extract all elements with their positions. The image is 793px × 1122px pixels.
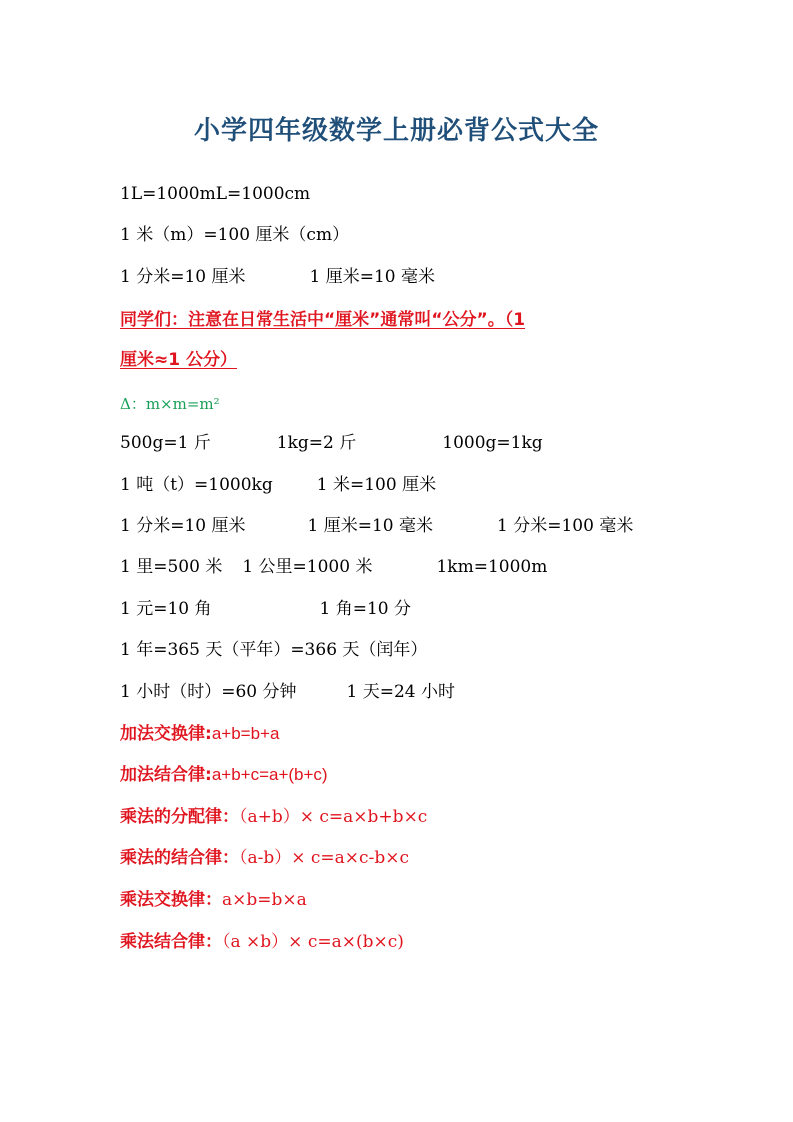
page-title: 小学四年级数学上册必背公式大全 xyxy=(193,116,599,146)
year-conversion-line xyxy=(120,640,427,660)
weight-conversion-line xyxy=(120,433,543,453)
centimeter-conversion: 1 厘米=10 毫米 xyxy=(309,267,435,287)
law-expression: a+b=b+a xyxy=(211,724,280,743)
law-name: 加法结合律: xyxy=(120,765,212,785)
decimeter-conversion: 1 分米=10 厘米 xyxy=(120,267,246,287)
ton-conversion: 1 吨（t）=1000kg xyxy=(120,475,273,495)
law-expression: （a-b）× c=a×c-b×c xyxy=(239,848,409,868)
law-expression: a×b=b×a xyxy=(222,890,307,910)
day-conversion: 1 天=24 小时 xyxy=(346,682,455,702)
law-name: 乘法的分配律： xyxy=(120,807,239,827)
length-conversion-line-2 xyxy=(120,516,633,536)
volume-conversion-line xyxy=(120,184,310,204)
decimeter-cm-conversion: 1 分米=10 厘米 xyxy=(120,516,246,536)
ton-conversion-line xyxy=(120,475,436,495)
li-conversion: 1 里=500 米 xyxy=(120,557,223,577)
money-conversion-line xyxy=(120,599,411,619)
law-line xyxy=(120,932,404,952)
meter-conversion: 1 米（m）=100 厘米（cm） xyxy=(120,225,350,245)
distance-conversion-line xyxy=(120,557,547,577)
law-line xyxy=(120,807,427,827)
yuan-conversion: 1 元=10 角 xyxy=(120,599,212,619)
area-formula-line xyxy=(120,394,220,414)
length-conversion-line-1 xyxy=(120,267,435,287)
law-expression: （a+b）× c=a×b+b×c xyxy=(239,807,428,827)
law-line xyxy=(120,848,409,868)
law-name: 加法交换律: xyxy=(120,724,212,744)
gram-kg-conversion: 1000g=1kg xyxy=(442,433,543,453)
km-conversion: 1km=1000m xyxy=(436,557,548,577)
meter-cm-conversion: 1 米=100 厘米 xyxy=(316,475,437,495)
law-expression: a+b+c=a+(b+c) xyxy=(211,765,328,784)
decimeter-mm-conversion: 1 分米=100 毫米 xyxy=(497,516,634,536)
law-line xyxy=(120,724,279,744)
gram-jin-conversion: 500g=1 斤 xyxy=(120,433,211,453)
law-name: 乘法交换律： xyxy=(120,890,222,910)
cm-mm-conversion: 1 厘米=10 毫米 xyxy=(307,516,433,536)
year-conversion: 1 年=365 天（平年）=366 天（闰年） xyxy=(120,640,428,660)
volume-conversion: 1L=1000mL=1000cm xyxy=(120,184,311,204)
law-expression: （a ×b）× c=a×(b×c) xyxy=(222,932,404,952)
meter-conversion-line xyxy=(120,225,349,245)
note-text-1: 同学们：注意在日常生活中“厘米”通常叫“公分”。（1 xyxy=(120,310,526,330)
note-line-2 xyxy=(120,350,237,370)
area-formula: Δ：m×m=m² xyxy=(120,395,220,413)
note-line-1 xyxy=(120,310,525,330)
law-line xyxy=(120,765,328,785)
kg-jin-conversion: 1kg=2 斤 xyxy=(276,433,357,453)
law-name: 乘法结合律： xyxy=(120,932,222,952)
jiao-conversion: 1 角=10 分 xyxy=(319,599,411,619)
law-name: 乘法的结合律： xyxy=(120,848,239,868)
note-text-2: 厘米≈1 公分） xyxy=(120,350,237,370)
law-line xyxy=(120,890,307,910)
hour-conversion: 1 小时（时）=60 分钟 xyxy=(120,682,297,702)
time-conversion-line xyxy=(120,682,455,702)
gongli-conversion: 1 公里=1000 米 xyxy=(242,557,373,577)
